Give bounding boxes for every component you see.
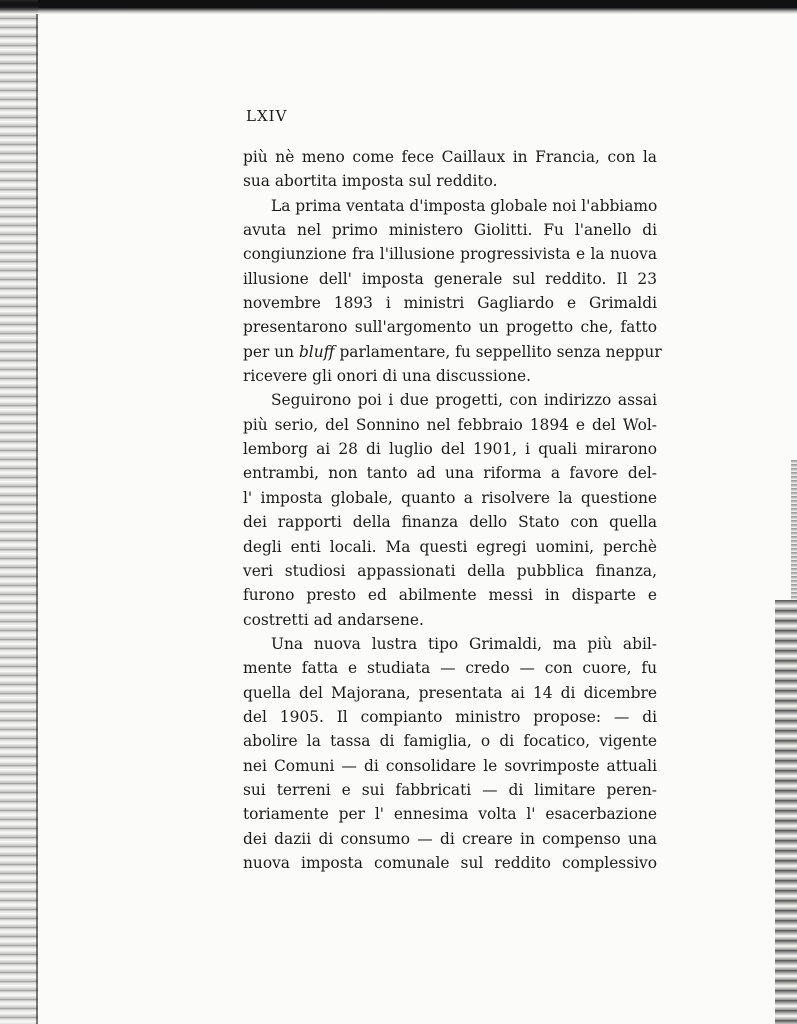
text-line: furono presto ed abilmente messi in disparte e [243,586,657,605]
text-fragment: parlamentare, fu seppellito senza neppur [339,342,662,361]
text-line: La prima ventata d'imposta globale noi l'abbiamo [271,196,658,215]
text-line: lemborg ai 28 di luglio del 1901, i quali mirarono [243,440,657,459]
text-line: l' imposta globale, quanto a risolvere la questione [243,488,657,507]
page-number: LXIV [246,107,288,125]
scan-left-edge [0,0,38,1024]
italic-word: bluff [298,342,335,361]
text-line: sui terreni e sui fabbricati — di limitare peren- [243,780,657,799]
text-line: nei Comuni — di consolidare le sovrimposte attuali [243,756,657,775]
text-line: dei rapporti della finanza dello Stato con quella [243,513,657,532]
text-line-with-italic [243,340,662,364]
text-line: presentarono sull'argomento un progetto che, fatto [243,318,657,337]
body-text [243,145,662,875]
text-line: nuova imposta comunale sul reddito complessivo [243,853,657,872]
text-line: costretti ad andarsene. [243,610,424,629]
text-line: avuta nel primo ministero Giolitti. Fu l'anello di [243,221,657,240]
text-line: mente fatta e studiata — credo — con cuore, fu [243,659,657,678]
text-line: degli enti locali. Ma questi egregi uomini, perchè [243,537,657,556]
text-line: più serio, del Sonnino nel febbraio 1894 e del Wol- [243,415,657,434]
text-line: Seguirono poi i due progetti, con indirizzo assai [271,391,657,410]
text-line: veri studiosi appassionati della pubblica finanza, [243,561,657,580]
scan-right-edge [775,600,797,1024]
text-line: del 1905. Il compianto ministro propose: — di [243,707,657,726]
text-line: quella del Majorana, presentata ai 14 di dicembre [243,683,657,702]
text-line: toriamente per l' ennesima volta l' esacerbazione [243,805,657,824]
text-line: entrambi, non tanto ad una riforma a favore del- [243,464,657,483]
text-line: illusione dell' imposta generale sul reddito. Il 23 [243,269,657,288]
scan-top-shadow [0,0,797,14]
text-fragment: per un [243,342,295,361]
text-line: più nè meno come fece Caillaux in Francia, con la [243,148,657,166]
text-line: abolire la tassa di famiglia, o di focatico, vigente [243,732,657,751]
text-line: ricevere gli onori di una discussione. [243,367,532,386]
text-line: congiunzione fra l'illusione progressivista e la nuova [243,245,657,264]
text-line: dei dazii di consumo — di creare in compenso una [243,829,657,848]
text-line: Una nuova lustra tipo Grimaldi, ma più abil- [271,634,657,653]
text-line: sua abortita imposta sul reddito. [243,172,498,191]
text-line: novembre 1893 i ministri Gagliardo e Grimaldi [243,294,657,313]
